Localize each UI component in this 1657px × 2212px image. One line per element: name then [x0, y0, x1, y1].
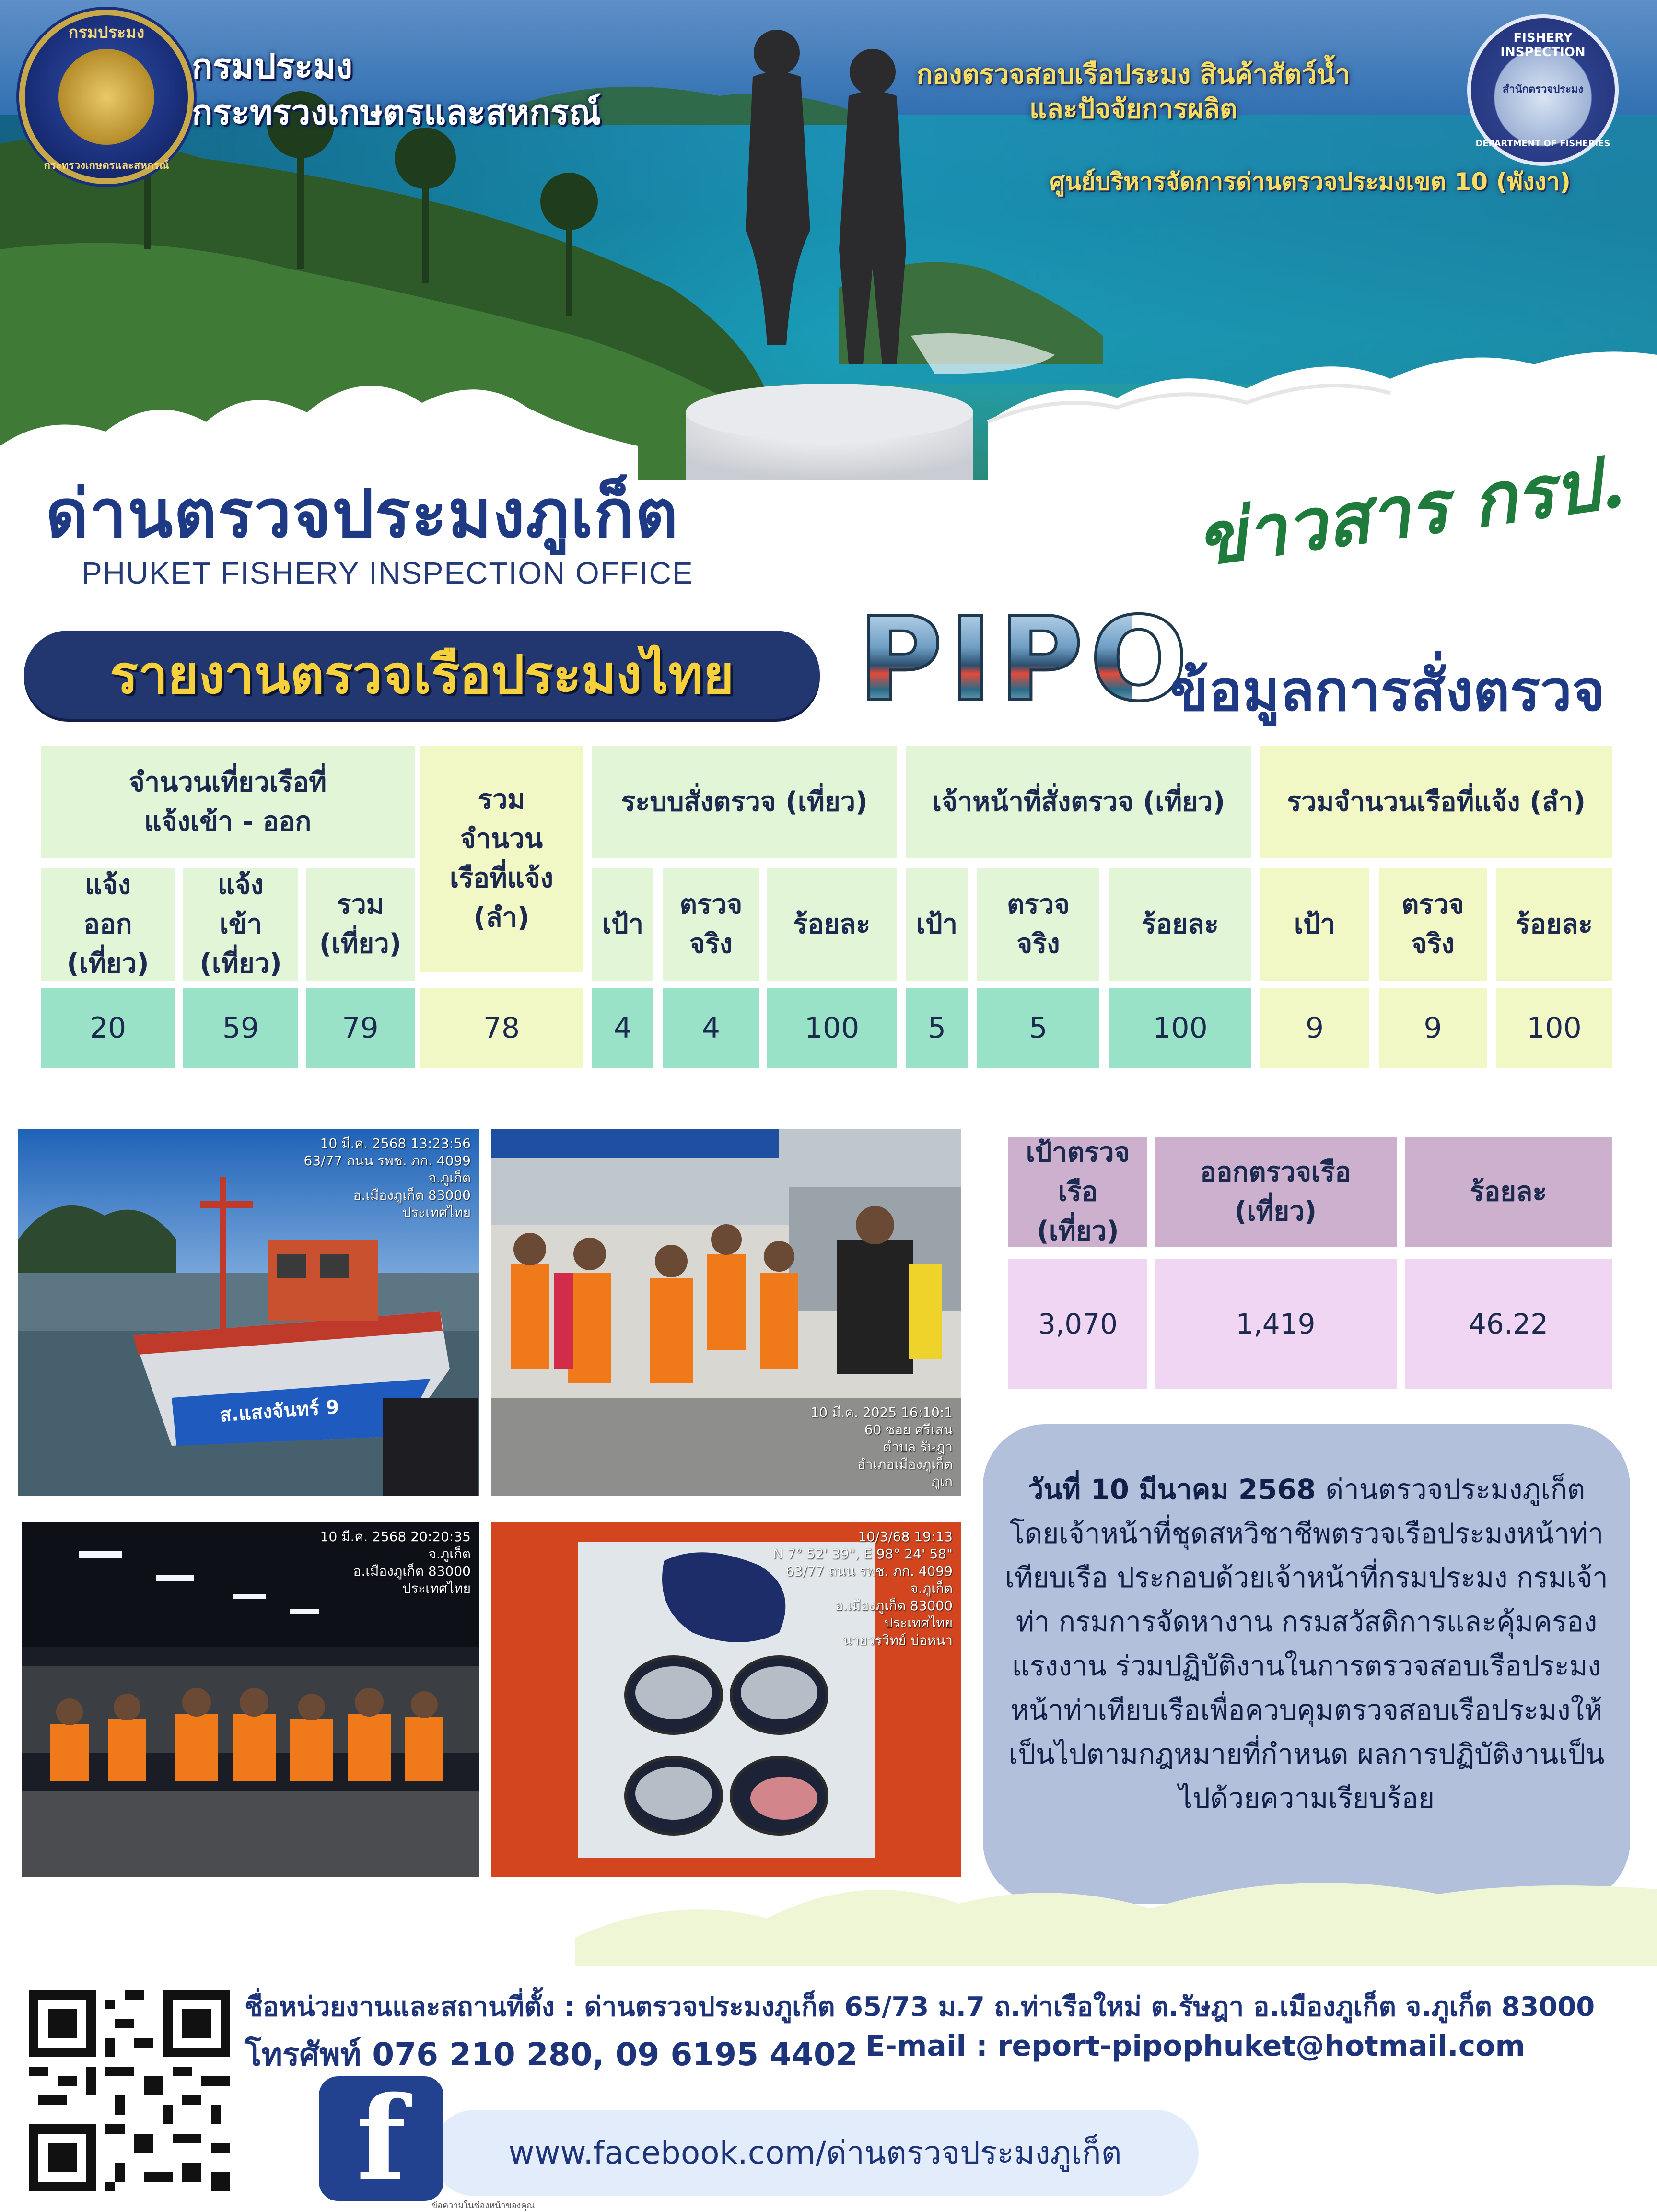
hdr-col-total: รวม (เที่ยว) — [306, 868, 415, 981]
pipo-text: PIPO — [858, 592, 1195, 726]
photo3-stamp — [320, 1528, 471, 1597]
hdr-sys-percent: ร้อยละ — [767, 868, 897, 981]
summary-hdr-target: เป้าตรวจเรือ (เที่ยว) — [1008, 1137, 1147, 1247]
photo1-stamp-line: อ.เมืองภูเก็ต 83000 — [353, 1187, 471, 1203]
val-all-target: 9 — [1260, 988, 1369, 1068]
dept-ministry-block — [192, 43, 601, 135]
photo2-stamp-line: ภูเก — [931, 1474, 953, 1489]
hdr-off-inspected: ตรวจ จริง — [977, 868, 1099, 981]
facebook-url[interactable]: www.facebook.com/ด่านตรวจประมงภูเก็ต — [508, 2134, 1122, 2171]
hdr-officer-ordered: เจ้าหน้าที่สั่งตรวจ (เที่ยว) — [906, 746, 1251, 858]
dept-seal-icon — [19, 10, 194, 184]
photo1-stamp-line: 63/77 ถนน รพช. ภก. 4099 — [303, 1153, 471, 1169]
facebook-link-pill[interactable] — [432, 2110, 1199, 2196]
hdr-off-target: เป้า — [906, 868, 968, 981]
inspection-order-title: ข้อมูลการสั่งตรวจ — [1170, 657, 1605, 724]
report-title-pill — [24, 631, 820, 719]
seal-ring-bottom: กระทรวงเกษตรและสหกรณ์ — [44, 160, 169, 172]
photo2-stamp-line: ตำบล รัษฎา — [883, 1439, 953, 1455]
photo4-stamp — [773, 1528, 953, 1649]
news-body: ด่านตรวจประมงภูเก็ต โดยเจ้าหน้าที่ชุดสหวิชาชีพตรวจเรือประมงหน้าท่าเทียบเรือ ประกอบด้วยเจ้าหน้าที่กรมประมง กรมเจ้าท่า กรมการจัดหางาน กรมสวัสดิการและคุ้มครองแรงงาน ร่วมปฏิบัติงานในการตรวจสอบเรือประมงหน้าท่าเทียบเรือเพื่อควบคุมตรวจสอบเรือประมงให้เป็นไปตามกฎหมายที่กำหนด ผลการปฏิบัติงานเป็นไปด้วยความเรียบร้อย — [1005, 1473, 1608, 1814]
val-total: 79 — [306, 988, 415, 1068]
hdr-all-inspected: ตรวจ จริง — [1379, 868, 1487, 981]
summary-hdr-percent: ร้อยละ — [1405, 1137, 1612, 1247]
hero-banner — [0, 0, 1657, 480]
hdr-system-ordered: ระบบสั่งตรวจ (เที่ยว) — [592, 746, 897, 858]
hdr-off-percent: ร้อยละ — [1109, 868, 1251, 981]
val-sys-target: 4 — [592, 988, 653, 1068]
office-name-th: ด่านตรวจประมงภูเก็ต — [46, 475, 679, 552]
photo4-stamp-line: นายวรวิทย์ บ่อหนา — [842, 1632, 953, 1648]
hdr-col-out: แจ้งออก (เที่ยว) — [41, 868, 175, 981]
badge-center-text: สำนักตรวจประมง — [1502, 83, 1584, 95]
boat-name: ส.แสงจันทร์ 9 — [219, 1396, 340, 1427]
val-off-target: 5 — [906, 988, 968, 1068]
photo1-stamp-line: ประเทศไทย — [402, 1205, 471, 1220]
report-title: รายงานตรวจเรือประมงไทย — [110, 644, 734, 705]
hdr-sys-inspected: ตรวจ จริง — [663, 868, 759, 981]
footer-small-note: ข้อความในช่องหน้าของคุณ — [432, 2200, 535, 2211]
val-sys-inspected: 4 — [663, 988, 759, 1068]
photo3-stamp-line: 10 มี.ค. 2568 20:20:35 — [320, 1529, 471, 1545]
summary-val-target: 3,070 — [1008, 1259, 1147, 1389]
hdr-all-target: เป้า — [1260, 868, 1369, 981]
val-all-percent: 100 — [1496, 988, 1612, 1068]
footer-address: ชื่อหน่วยงานและสถานที่ตั้ง : ด่านตรวจประมงภูเก็ต 65/73 ม.7 ถ.ท่าเรือใหม่ ต.รัษฎา อ.เมืองภูเก็ต จ.ภูเก็ต 83000 — [245, 1991, 1595, 2023]
photo-inspection-team — [491, 1129, 961, 1496]
photo2-stamp-line: 10 มี.ค. 2025 16:10:1 — [810, 1404, 953, 1420]
photo1-stamp-line: จ.ภูเก็ต — [428, 1170, 471, 1186]
photo-fishing-boat — [18, 1129, 479, 1496]
summary-hdr-out: ออกตรวจเรือ (เที่ยว) — [1155, 1137, 1397, 1247]
photo4-stamp-line: อ.เมืองภูเก็ต 83000 — [835, 1598, 953, 1614]
hdr-total-boats-reported: รวมจำนวน เรือที่แจ้ง (ลำ) — [420, 746, 583, 972]
summary-val-out: 1,419 — [1155, 1259, 1397, 1389]
hdr-sys-target: เป้า — [592, 868, 653, 981]
qr-code-icon[interactable] — [29, 1990, 230, 2191]
photo3-stamp-line: อ.เมืองภูเก็ต 83000 — [353, 1563, 471, 1579]
division-line-2: และปัจจัยการผลิต — [1029, 94, 1237, 125]
photo4-stamp-line: N 7° 52' 39", E 98° 24' 58" — [773, 1546, 953, 1562]
seal-ring-top: กรมประมง — [68, 23, 145, 42]
fishery-inspection-badge-icon — [1467, 14, 1619, 166]
hdr-total-reported-boats: รวมจำนวนเรือที่แจ้ง (ลำ) — [1260, 746, 1612, 858]
facebook-icon[interactable] — [319, 2071, 443, 2206]
pipo-logo — [858, 592, 1195, 726]
badge-top-text: FISHERY INSPECTION — [1500, 31, 1586, 59]
photo2-stamp-line: 60 ซอย ศรีเสน — [864, 1422, 953, 1438]
center-name: ศูนย์บริหารจัดการด่านตรวจประมงเขต 10 (พังงา) — [1050, 168, 1571, 196]
summary-val-percent: 46.22 — [1405, 1259, 1612, 1389]
val-sys-percent: 100 — [767, 988, 897, 1068]
val-out: 20 — [41, 988, 175, 1068]
val-all-inspected: 9 — [1379, 988, 1487, 1068]
division-line-1: กองตรวจสอบเรือประมง สินค้าสัตว์น้ำ — [916, 59, 1350, 90]
photo3-stamp-line: ประเทศไทย — [402, 1580, 471, 1596]
footer-phone: โทรศัพท์ 076 210 280, 09 6195 4402 — [245, 2036, 858, 2073]
photo3-stamp-line: จ.ภูเก็ต — [428, 1546, 471, 1562]
val-off-percent: 100 — [1109, 988, 1251, 1068]
photo2-stamp — [810, 1404, 953, 1490]
dept-name: กรมประมง — [192, 46, 353, 86]
hdr-trips-group: จำนวนเที่ยวเรือที่ แจ้งเข้า - ออก — [41, 746, 415, 858]
photo4-stamp-line: จ.ภูเก็ต — [910, 1580, 953, 1596]
photo4-stamp-line: 63/77 ถนน รพช. ภก. 4099 — [785, 1563, 953, 1579]
photo2-stamp-line: อำเภอเมืองภูเก็ต — [857, 1456, 953, 1472]
qr-pattern — [29, 1990, 230, 2191]
photo1-stamp — [304, 1135, 471, 1221]
photo-fish-hold — [491, 1522, 961, 1877]
photo1-stamp-line: 10 มี.ค. 2568 13:23:56 — [320, 1135, 471, 1151]
footer-email[interactable]: E-mail : report-pipophuket@hotmail.com — [865, 2029, 1526, 2063]
photo4-stamp-line: 10/3/68 19:13 — [858, 1529, 953, 1545]
news-summary-box — [983, 1424, 1630, 1904]
hdr-col-in: แจ้งเข้า (เที่ยว) — [183, 868, 298, 981]
hdr-all-percent: ร้อยละ — [1496, 868, 1612, 981]
badge-bottom-text: DEPARTMENT OF FISHERIES — [1475, 139, 1610, 149]
facebook-glyph: f — [356, 2071, 406, 2206]
news-tag: ข่าวสาร กรป. — [1191, 439, 1630, 583]
news-date: วันที่ 10 มีนาคม 2568 — [1027, 1473, 1326, 1506]
photo-night-team — [22, 1522, 479, 1877]
ministry-name: กระทรวงเกษตรและสหกรณ์ — [192, 92, 601, 132]
val-boats: 78 — [420, 988, 583, 1068]
office-name-en: PHUKET FISHERY INSPECTION OFFICE — [82, 556, 694, 590]
val-off-inspected: 5 — [977, 988, 1099, 1068]
photo4-stamp-line: ประเทศไทย — [884, 1615, 953, 1631]
footer-wave — [0, 1851, 1657, 1966]
division-block — [917, 58, 1350, 127]
val-in: 59 — [183, 988, 298, 1068]
